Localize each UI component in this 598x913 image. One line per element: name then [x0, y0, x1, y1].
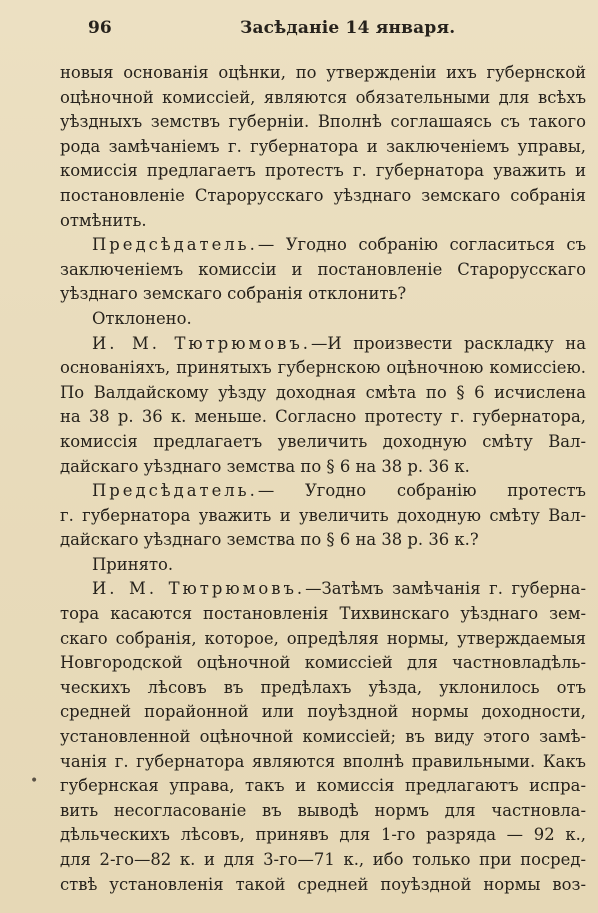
page-header — [0, 18, 598, 42]
text-line — [60, 356, 586, 381]
text-line — [60, 553, 586, 578]
line-text: отмѣнить. — [60, 210, 147, 230]
line-text: губернская управа, такъ и комиссія предлагаютъ испра- — [60, 776, 586, 796]
text-line — [60, 651, 586, 676]
text-line — [60, 405, 586, 430]
text-line — [60, 184, 586, 209]
text-line — [60, 873, 586, 898]
text-line — [60, 577, 586, 602]
line-text: Новгородской оцѣночной комиссіей для частновладѣль- — [60, 653, 586, 673]
line-text: ствѣ установленія такой средней поуѣздной нормы воз- — [60, 874, 586, 894]
text-line — [60, 455, 586, 480]
line-text: комиссія предлагаетъ протестъ г. губернатора уважить и — [60, 161, 586, 181]
text-line — [60, 430, 586, 455]
text-line — [60, 528, 586, 553]
line-text: Отклонено. — [92, 308, 192, 328]
text-line — [60, 848, 586, 873]
line-text: дѣльческихъ лѣсовъ, принявъ для 1-го разряда — 92 к., — [60, 825, 586, 845]
page-number: 96 — [88, 18, 112, 38]
text-line — [60, 332, 586, 357]
text-line — [60, 61, 586, 86]
text-line — [60, 700, 586, 725]
speaker-name: И. М. Тютрюмовъ. — [92, 333, 312, 353]
text-line — [60, 135, 586, 160]
line-text: заключеніемъ комиссіи и постановленіе Старорусскаго — [60, 259, 586, 279]
line-text: дайскаго уѣзднаго земства по § 6 на 38 р. 36 к. — [60, 456, 470, 476]
text-line — [60, 823, 586, 848]
line-text: вить несогласованіе въ выводѣ нормъ для частновла- — [60, 800, 586, 820]
line-text: тора касаются постановленія Тихвинскаго уѣзднаго зем- — [60, 604, 586, 624]
line-text: уѣздныхъ земствъ губерніи. Вполнѣ соглашаясь съ такого — [60, 112, 586, 132]
margin-bullet-mark: • — [30, 773, 39, 789]
body-text — [60, 61, 586, 897]
line-text: основаніяхъ, принятыхъ губернскою оцѣночною комиссіею. — [60, 358, 586, 378]
text-line — [60, 307, 586, 332]
line-text: новыя основанія оцѣнки, по утвержденіи ихъ губернской — [60, 63, 586, 82]
line-text: Принято. — [92, 554, 174, 574]
line-text: средней порайонной или поуѣздной нормы доходности, — [60, 702, 586, 722]
text-line — [60, 110, 586, 135]
line-text: на 38 р. 36 к. меньше. Согласно протесту г. губернатора, — [60, 407, 586, 427]
speaker-name: Предсѣдатель. — [92, 481, 258, 501]
line-text: —Затѣмъ замѣчанія г. губерна- — [305, 579, 586, 599]
text-line — [60, 209, 586, 234]
line-text: постановленіе Старорусскаго уѣзднаго земскаго собранія — [60, 185, 586, 205]
line-text: оцѣночной комиссіей, являются обязательными для всѣхъ — [60, 87, 586, 107]
text-line — [60, 627, 586, 652]
line-text: ческихъ лѣсовъ въ предѣлахъ уѣзда, уклонилось отъ — [60, 677, 586, 697]
text-line — [60, 774, 586, 799]
line-text: установленной оцѣночной комиссіей; въ виду этого замѣ- — [60, 727, 586, 747]
line-text: рода замѣчаніемъ г. губернатора и заключеніемъ управы, — [60, 136, 586, 156]
speaker-name: И. М. Тютрюмовъ. — [92, 579, 306, 599]
text-line — [60, 258, 586, 283]
text-line — [60, 233, 586, 258]
text-line — [60, 159, 586, 184]
text-line — [60, 504, 586, 529]
line-text: г. губернатора уважить и увеличить доходную смѣту Вал- — [60, 505, 586, 525]
text-line — [60, 725, 586, 750]
text-line — [60, 602, 586, 627]
text-line — [60, 479, 586, 504]
line-text: По Валдайскому уѣзду доходная смѣта по § 6 исчислена — [60, 382, 586, 402]
line-text: комиссія предлагаетъ увеличить доходную смѣту Вал- — [60, 431, 586, 451]
text-line — [60, 676, 586, 701]
line-text: — Угодно собранію протестъ — [257, 481, 586, 501]
line-text: —И произвести раскладку на — [311, 333, 586, 353]
speaker-name: Предсѣдатель. — [92, 235, 258, 255]
line-text: дайскаго уѣзднаго земства по § 6 на 38 р. 36 к.? — [60, 530, 479, 550]
running-title: Засѣданіе 14 января. — [240, 18, 456, 38]
line-text: чанія г. губернатора являются вполнѣ правильными. Какъ — [60, 751, 586, 771]
text-line — [60, 381, 586, 406]
text-line — [60, 282, 586, 307]
line-text: скаго собранія, которое, опредѣляя нормы, утверждаемыя — [60, 628, 586, 648]
text-line — [60, 86, 586, 111]
text-line — [60, 750, 586, 775]
line-text: уѣзднаго земскаго собранія отклонить? — [60, 284, 407, 304]
text-line — [60, 799, 586, 824]
line-text: — Угодно собранію согласиться съ — [257, 235, 586, 255]
line-text: для 2-го—82 к. и для 3-го—71 к., ибо только при посред- — [60, 850, 586, 869]
